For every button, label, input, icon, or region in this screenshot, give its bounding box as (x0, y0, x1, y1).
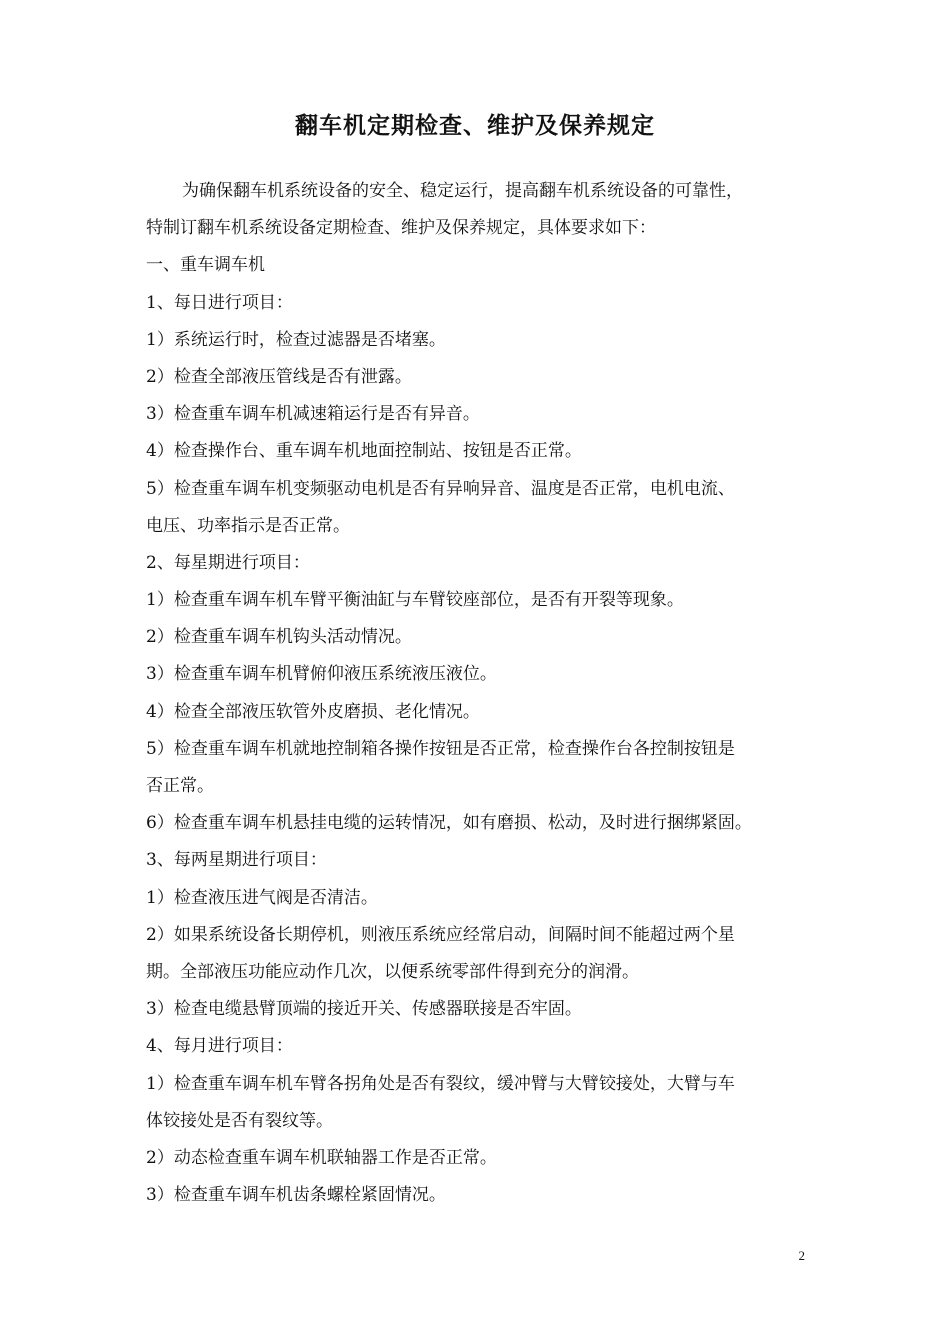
text-line: 1）系统运行时，检查过滤器是否堵塞。 (146, 329, 446, 350)
text-line: 6）检查重车调车机悬挂电缆的运转情况，如有磨损、松动，及时进行捆绑紧固。 (146, 813, 752, 834)
text-line: 特制订翻车机系统设备定期检查、维护及保养规定，具体要求如下： (146, 218, 656, 239)
text-line: 5）检查重车调车机就地控制箱各操作按钮是否正常，检查操作台各控制按钮是 (146, 738, 735, 759)
text-line: 1）检查重车调车机车臂各拐角处是否有裂纹，缓冲臂与大臂铰接处，大臂与车 (146, 1073, 735, 1094)
document-title: 翻车机定期检查、维护及保养规定 (295, 113, 655, 139)
text-line: 2）动态检查重车调车机联轴器工作是否正常。 (146, 1147, 497, 1168)
text-line: 1）检查重车调车机车臂平衡油缸与车臂铰座部位，是否有开裂等现象。 (146, 590, 684, 611)
text-line: 3）检查重车调车机减速箱运行是否有异音。 (146, 404, 480, 425)
text-line: 2）检查重车调车机钩头活动情况。 (146, 627, 412, 648)
text-line: 一、重车调车机 (146, 255, 265, 276)
text-line: 2、每星期进行项目： (146, 552, 310, 573)
text-line: 为确保翻车机系统设备的安全、稳定运行，提高翻车机系统设备的可靠性， (182, 181, 743, 201)
text-line: 3、每两星期进行项目： (146, 850, 327, 871)
text-line: 4、每月进行项目： (146, 1036, 293, 1057)
text-line: 3）检查重车调车机臂俯仰液压系统液压液位。 (146, 664, 497, 685)
text-line: 5）检查重车调车机变频驱动电机是否有异响异音、温度是否正常，电机电流、 (146, 478, 735, 499)
document-body (146, 173, 816, 1214)
text-line: 2）如果系统设备长期停机，则液压系统应经常启动，间隔时间不能超过两个星 (146, 924, 735, 945)
text-line: 体铰接处是否有裂纹等。 (146, 1110, 333, 1131)
text-line: 1）检查液压进气阀是否清洁。 (146, 887, 378, 908)
text-line: 否正常。 (146, 776, 214, 796)
text-line: 3）检查电缆悬臂顶端的接近开关、传感器联接是否牢固。 (146, 999, 582, 1020)
text-line: 1、每日进行项目： (146, 292, 293, 313)
text-line: 期。全部液压功能应动作几次，以便系统零部件得到充分的润滑。 (146, 961, 639, 982)
text-line: 4）检查全部液压软管外皮磨损、老化情况。 (146, 701, 480, 722)
text-line: 4）检查操作台、重车调车机地面控制站、按钮是否正常。 (146, 441, 582, 462)
page-number: 2 (798, 1248, 805, 1263)
text-line: 3）检查重车调车机齿条螺栓紧固情况。 (146, 1185, 446, 1206)
text-line: 2）检查全部液压管线是否有泄露。 (146, 366, 412, 387)
text-line: 电压、功率指示是否正常。 (146, 515, 350, 536)
